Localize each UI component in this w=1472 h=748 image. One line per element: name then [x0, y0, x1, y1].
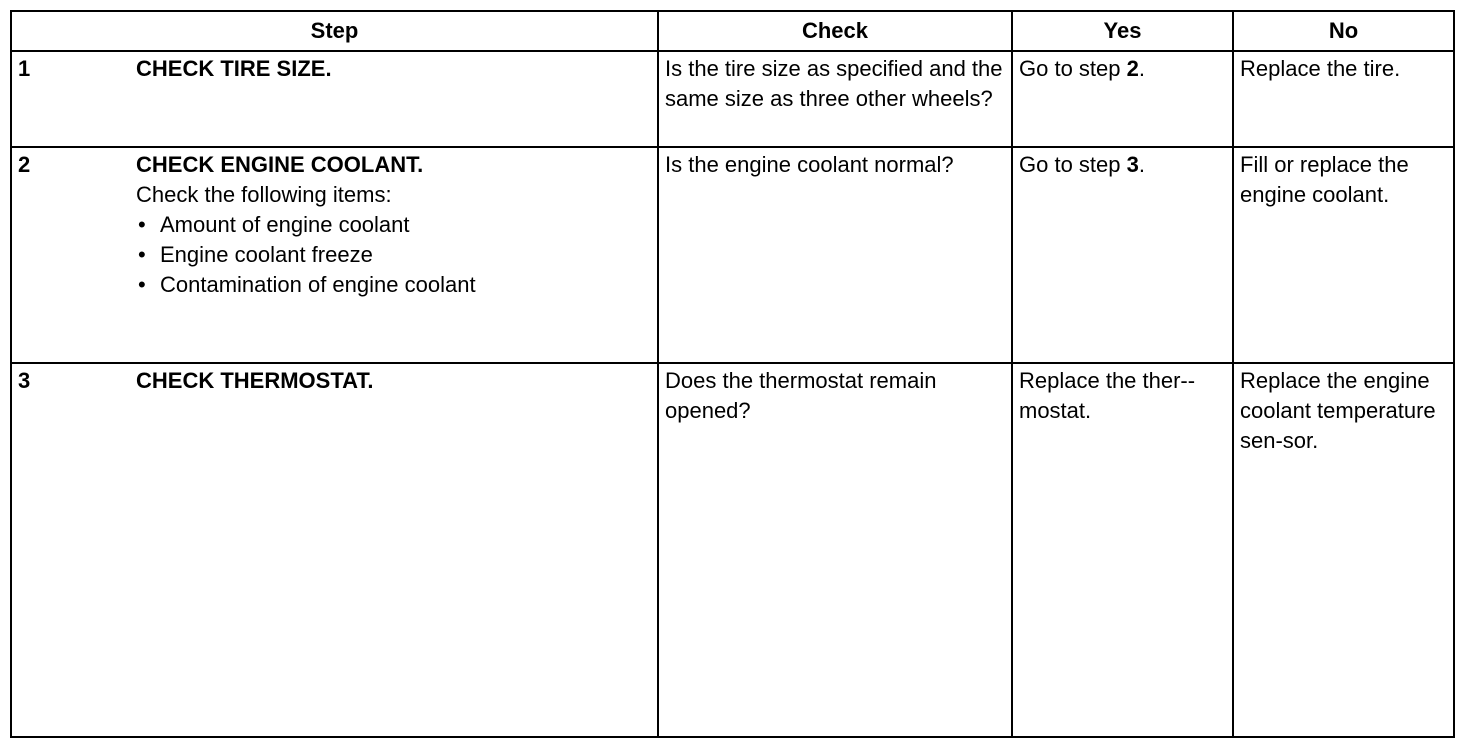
list-item: • Contamination of engine coolant: [136, 270, 636, 300]
header-no: No: [1233, 11, 1454, 51]
yes-suffix: .: [1138, 56, 1145, 81]
step-number: 1: [18, 56, 31, 81]
step-title: CHECK TIRE SIZE.: [136, 56, 332, 81]
no-cell: Replace the tire.: [1233, 51, 1454, 147]
check-items-list: [136, 210, 636, 300]
header-check: Check: [658, 11, 1012, 51]
step-number: 3: [18, 368, 31, 393]
step-body: [136, 54, 636, 84]
step-body: [136, 150, 636, 300]
check-cell: Is the engine coolant normal?: [658, 147, 1012, 363]
yes-cell: [1012, 147, 1233, 363]
no-cell: Replace the engine coolant temperature sen-sor.: [1233, 363, 1454, 737]
diagnostic-table: [10, 10, 1455, 738]
step-title: CHECK ENGINE COOLANT.: [136, 152, 424, 177]
step-body: [136, 366, 636, 396]
step-cell: [11, 51, 658, 147]
yes-step-number: 2: [1126, 56, 1139, 81]
step-number: 2: [18, 152, 31, 177]
yes-cell: Replace the ther-mostat.: [1012, 363, 1233, 737]
step-cell: [11, 363, 658, 737]
table-row: [11, 363, 1454, 737]
yes-step-number: 3: [1126, 152, 1139, 177]
yes-cell: [1012, 51, 1233, 147]
no-cell: Fill or replace the engine coolant.: [1233, 147, 1454, 363]
list-item: • Amount of engine coolant: [136, 210, 636, 240]
yes-prefix: Go to step: [1019, 56, 1127, 81]
check-cell: Does the thermostat remain opened?: [658, 363, 1012, 737]
header-step: Step: [11, 11, 658, 51]
table-row: [11, 51, 1454, 147]
yes-suffix: .: [1138, 152, 1145, 177]
table-row: [11, 147, 1454, 363]
header-yes: Yes: [1012, 11, 1233, 51]
yes-prefix: Go to step: [1019, 152, 1127, 177]
check-cell: Is the tire size as specified and the same size as three other wheels?: [658, 51, 1012, 147]
step-intro: Check the following items:: [136, 182, 392, 207]
header-row: [11, 11, 1454, 51]
step-title: CHECK THERMOSTAT.: [136, 368, 374, 393]
list-item: • Engine coolant freeze: [136, 240, 636, 270]
step-cell: [11, 147, 658, 363]
